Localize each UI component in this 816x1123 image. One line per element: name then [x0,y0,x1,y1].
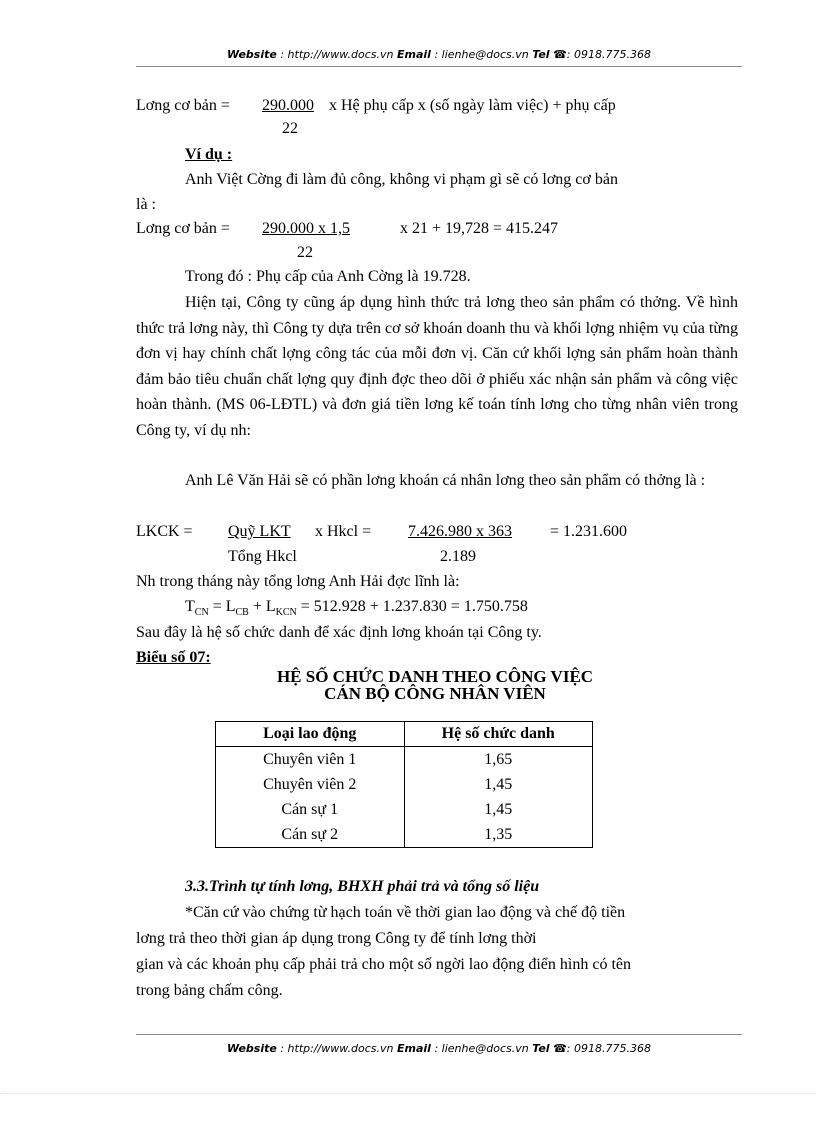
footer-divider [136,1034,742,1035]
table-header-row [216,722,593,747]
tel-label: Tel [532,48,550,61]
formula-1-left: Lơng cơ bản = [136,97,230,114]
formula-3-left: LKCK = [136,523,193,540]
cell-labor-type: Cán sự 2 [216,822,405,848]
col-header-coefficient: Hệ số chức danh [404,722,593,747]
cell-coefficient: 1,65 [404,747,593,773]
cell-labor-type: Chuyên viên 1 [216,747,405,773]
phone-icon: ☎ [553,1042,567,1055]
allowance-text: Trong đó : Phụ cấp của Anh Cờng là 19.728. [185,268,471,285]
table-row [216,797,593,822]
table-row [216,772,593,797]
website-label: Website [227,48,277,61]
footer-email-label: Email [397,1042,431,1055]
month-text: Nh trong tháng này tổng lơng Anh Hải đợc lĩnh là: [136,573,460,590]
table-title-1: HỆ SỐ CHỨC DANH THEO CÔNG VIỆC [276,667,594,686]
paragraph-1: Hiện tại, Công ty cũng áp dụng hình thức trả lơng theo sản phẩm có thởng. Về hình thức trả lơng này, thì Công ty dựa trên cơ sở khoán doanh thu và khối lợng nhiệm vụ của từng đơn vị hay chính chất lợng công tác của mỗi đơn vị. Căn cứ khối lợng sản phẩm hoàn thành đảm bảo tiêu chuẩn chất lợng quy định đợc theo dõi ở phiếu xác nhận sản phẩm và công việc hoàn thành. (MS 06-LĐTL) và đơn giá tiền lơng kế toán tính lơng cho từng nhân viên trong Công ty, ví dụ nh: [136,294,738,439]
col-header-labor-type: Loại lao động [216,722,405,747]
paragraph-3-line-2: lơng trả theo thời gian áp dụng trong Công ty để tính lơng thời [136,930,537,947]
formula-3-num1: Quỹ LKT [228,523,291,540]
example-text-2: là : [136,196,156,213]
formula-3-den1: Tổng Hkcl [228,548,297,565]
formula-1-denominator: 22 [282,120,298,137]
footer-website-url[interactable]: : http://www.docs.vn [280,1042,394,1055]
coefficient-table [215,721,593,848]
formula-1-numerator: 290.000 [262,97,314,114]
paragraph-3-line-1: *Căn cứ vào chứng từ hạch toán về thời gian lao động và chế độ tiền [185,904,626,921]
formula-2-rest: x 21 + 19,728 = 415.247 [400,220,559,237]
cell-labor-type: Chuyên viên 2 [216,772,405,797]
example-label: Ví dụ : [185,146,233,163]
footer-tel-label: Tel [532,1042,550,1055]
email-label: Email [397,48,431,61]
table-row [216,747,593,773]
cell-coefficient: 1,45 [404,772,593,797]
phone-icon: ☎ [553,48,567,61]
footer-website-label: Website [227,1042,277,1055]
section-heading: 3.3.Trình tự tính lơng, BHXH phải trả và tổng số liệu [185,878,540,895]
cell-coefficient: 1,45 [404,797,593,822]
page-footer [136,1042,742,1055]
cell-coefficient: 1,35 [404,822,593,848]
tel-value: : 0918.775.368 [566,48,651,61]
example-text-1: Anh Việt Cờng đi làm đủ công, không vi phạm gì sẽ có lơng cơ bản [185,171,618,188]
bieu-so-label: Biểu số 07: [136,649,211,666]
table-row [216,822,593,848]
cell-labor-type: Cán sự 1 [216,797,405,822]
header-divider [136,66,742,67]
formula-3-result: = 1.231.600 [550,523,628,540]
formula-2-numerator: 290.000 x 1,5 [262,220,350,237]
email-value[interactable]: : lienhe@docs.vn [434,48,529,61]
website-url[interactable]: : http://www.docs.vn [280,48,394,61]
formula-3-num2: 7.426.980 x 363 [408,523,512,540]
paragraph-3-line-4: trong bảng chấm công. [136,982,283,999]
total-formula: $T_{CN} = L_{CB} + L_{KCN} = 512.928 + 1.237.830 = 1.750.758$ [185,598,528,619]
paragraph-3-line-3: gian và các khoản phụ cấp phải trả cho một số ngời lao động điển hình có tên [136,956,631,973]
intro-table-text: Sau đây là hệ số chức danh để xác định lơng khoán tại Công ty. [136,624,542,641]
page-bottom-dotted-line [0,1093,816,1094]
formula-3-op1: x Hkcl = [315,523,372,540]
formula-2-left: Lơng cơ bản = [136,220,230,237]
table-title-2: CÁN BỘ CÔNG NHÂN VIÊN [324,684,546,703]
page-header [136,48,742,61]
formula-2-denominator: 22 [297,244,313,261]
footer-email-value[interactable]: : lienhe@docs.vn [434,1042,529,1055]
formula-3-den2: 2.189 [440,548,476,565]
formula-1-rest: x Hệ phụ cấp x (số ngày làm việc) + phụ cấp [329,97,616,114]
paragraph-2: Anh Lê Văn Hải sẽ có phần lơng khoán cá nhân lơng theo sản phẩm có thởng là : [185,472,706,489]
footer-tel-value: : 0918.775.368 [566,1042,651,1055]
